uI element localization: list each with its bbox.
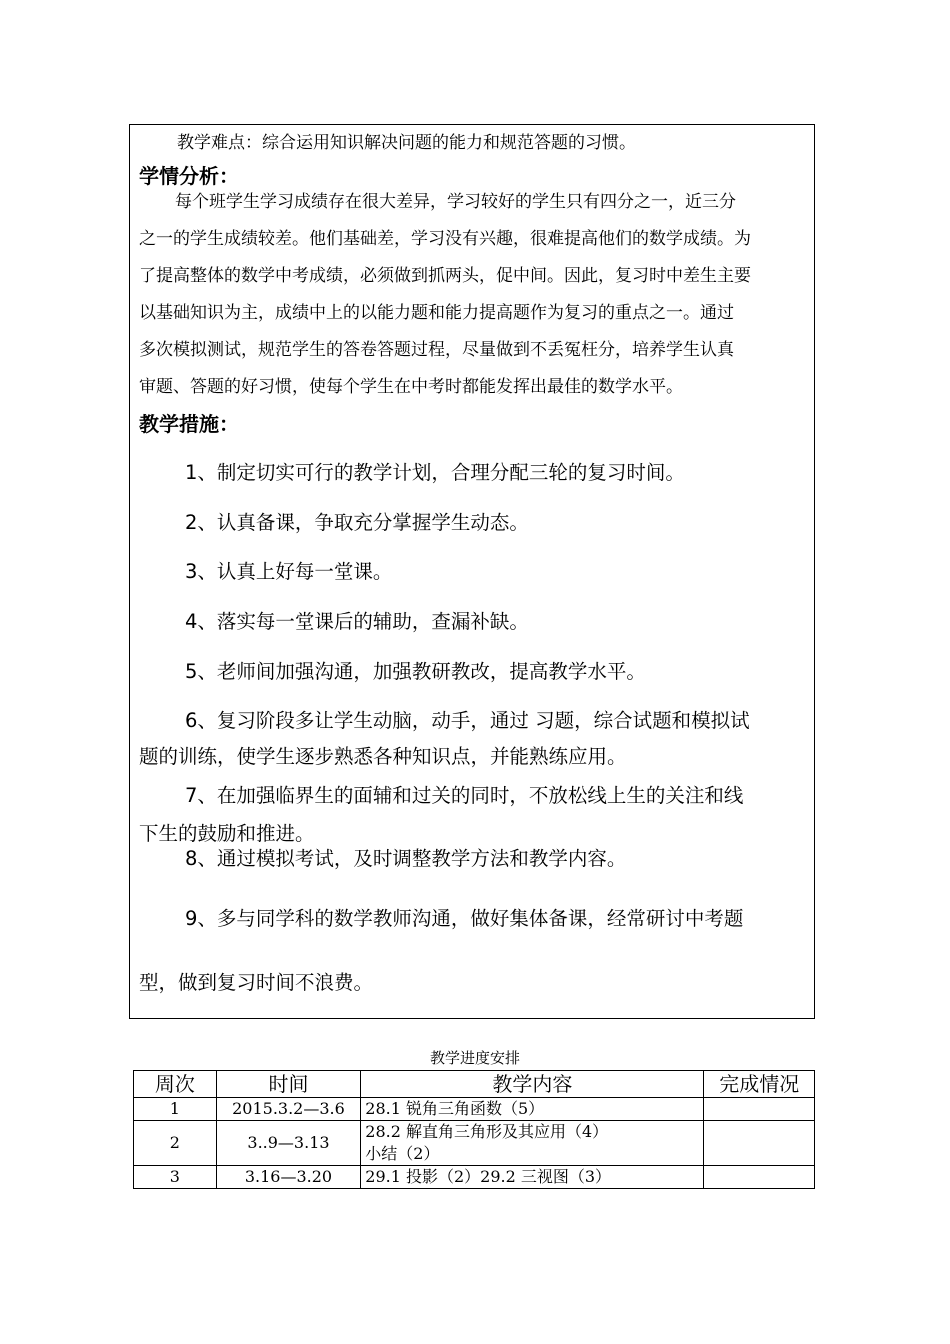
header-content: 教学内容 [361, 1071, 704, 1098]
cell-content [361, 1121, 704, 1166]
content-line: 29.1 投影（2）29.2 三视图（3） [365, 1167, 612, 1186]
schedule-table [133, 1070, 815, 1189]
analysis-line: 多次模拟测试，规范学生的答卷答题过程，尽量做到不丢冤枉分，培养学生认真 [139, 340, 734, 360]
measure-item: 题的训练，使学生逐步熟悉各种知识点，并能熟练应用。 [139, 745, 627, 768]
cell-week: 2 [134, 1121, 217, 1166]
measure-item: 4、落实每一堂课后的辅助，查漏补缺。 [185, 610, 529, 633]
cell-week: 1 [134, 1098, 217, 1121]
table-header-row [134, 1071, 815, 1098]
cell-status [704, 1098, 815, 1121]
content-line: 28.1 锐角三角函数（5） [365, 1099, 545, 1118]
header-week: 周次 [134, 1071, 217, 1098]
table-row [134, 1098, 815, 1121]
measure-item: 2、认真备课，争取充分掌握学生动态。 [185, 511, 529, 534]
cell-content [361, 1166, 704, 1189]
table-row [134, 1166, 815, 1189]
measure-item: 6、复习阶段多让学生动脑，动手，通过 习题，综合试题和模拟试 [185, 709, 750, 732]
plan-box [129, 124, 815, 1019]
content-line: 28.2 解直角三角形及其应用（4） [365, 1122, 609, 1141]
measure-item: 型，做到复习时间不浪费。 [139, 971, 374, 994]
cell-week: 3 [134, 1166, 217, 1189]
measure-item: 5、老师间加强沟通，加强教研教改，提高教学水平。 [185, 660, 646, 683]
measure-item: 8、通过模拟考试，及时调整教学方法和教学内容。 [185, 847, 627, 870]
analysis-line: 每个班学生学习成绩存在很大差异，学习较好的学生只有四分之一，近三分 [175, 192, 736, 212]
cell-time: 3.16—3.20 [216, 1166, 361, 1189]
cell-content [361, 1098, 704, 1121]
content-line: 小结（2） [365, 1144, 440, 1163]
analysis-line: 审题、答题的好习惯，使每个学生在中考时都能发挥出最佳的数学水平。 [139, 377, 683, 397]
measures-heading: 教学措施： [139, 412, 239, 436]
measure-item: 9、多与同学科的数学教师沟通，做好集体备课，经常研讨中考题 [185, 907, 744, 930]
cell-time: 3..9—3.13 [216, 1121, 361, 1166]
cell-status [704, 1121, 815, 1166]
difficulty-text: 教学难点：综合运用知识解决问题的能力和规范答题的习惯。 [177, 133, 636, 153]
analysis-heading: 学情分析： [139, 164, 239, 188]
cell-time: 2015.3.2—3.6 [216, 1098, 361, 1121]
table-row [134, 1121, 815, 1166]
measure-item: 1、制定切实可行的教学计划，合理分配三轮的复习时间。 [185, 461, 685, 484]
schedule-title: 教学进度安排 [429, 1049, 520, 1067]
analysis-line: 以基础知识为主，成绩中上的以能力题和能力提高题作为复习的重点之一。通过 [139, 303, 734, 323]
analysis-line: 之一的学生成绩较差。他们基础差，学习没有兴趣，很难提高他们的数学成绩。为 [139, 229, 751, 249]
measure-item: 3、认真上好每一堂课。 [185, 560, 393, 583]
analysis-line: 了提高整体的数学中考成绩，必须做到抓两头，促中间。因此，复习时中差生主要 [139, 266, 751, 286]
header-time: 时间 [216, 1071, 361, 1098]
header-status: 完成情况 [704, 1071, 815, 1098]
measure-item: 下生的鼓励和推进。 [139, 822, 315, 845]
measure-item: 7、在加强临界生的面辅和过关的同时，不放松线上生的关注和线 [185, 784, 744, 807]
cell-status [704, 1166, 815, 1189]
